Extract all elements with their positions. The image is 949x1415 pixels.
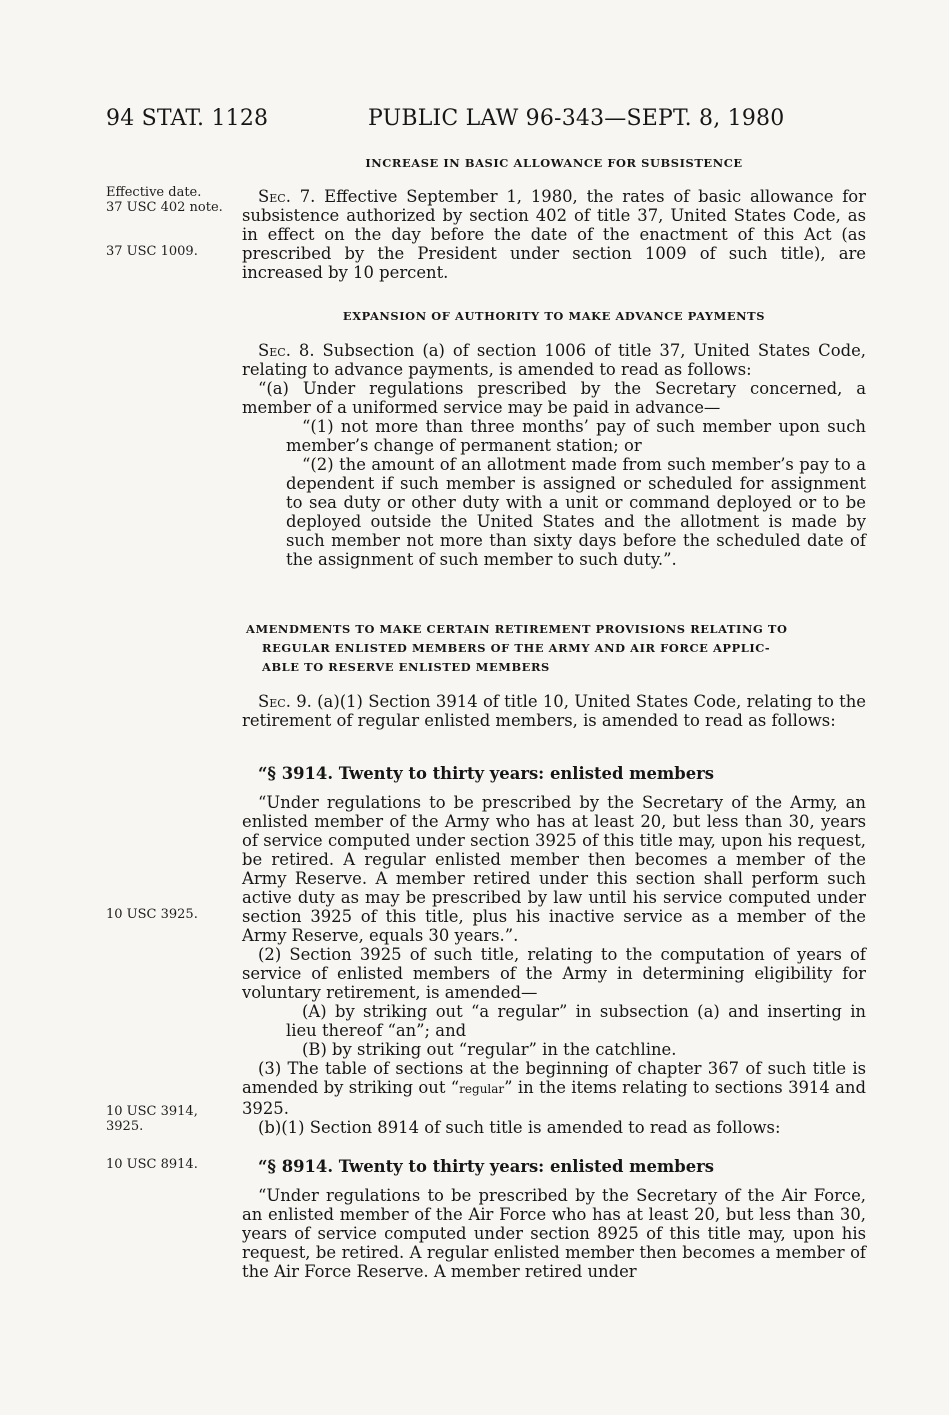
sec8-body: [242, 341, 866, 569]
margin-note-37-usc-402: 37 USC 402 note.: [106, 200, 223, 215]
sec8-heading: EXPANSION OF AUTHORITY TO MAKE ADVANCE PAYMENTS: [342, 309, 766, 323]
sec9-a2-A: (A) by striking out “a regular” in subsection (a) and inserting in lieu thereof “an”; and: [286, 1002, 866, 1040]
sec9-b1: (b)(1) Section 8914 of such title is amended to read as follows:: [258, 1118, 781, 1137]
section-3914-title: “§ 3914. Twenty to thirty years: enlisted members: [258, 764, 714, 783]
sec9-intro-body: [242, 692, 866, 730]
sec9-a2-B: (B) by striking out “regular” in the catchline.: [302, 1040, 677, 1059]
margin-note-10-usc-3914: 10 USC 3914,: [106, 1104, 198, 1119]
sec9-main-body: [242, 793, 866, 1137]
sec9-a3-post: ” in the items relating to sections 3914 and 3925.: [242, 1078, 866, 1118]
sec7-heading: INCREASE IN BASIC ALLOWANCE FOR SUBSISTENCE: [365, 156, 743, 170]
sec9-a3-pre: (3) The table of sections at the beginning of chapter 367 of such title is amended by striking out “: [242, 1059, 866, 1097]
sec8-para-1: “(1) not more than three months’ pay of such member upon such member’s change of permanent station; or: [286, 417, 866, 455]
sec8-subsection-a: “(a) Under regulations prescribed by the Secretary concerned, a member of a uniformed service may be paid in advance—: [242, 379, 866, 417]
sec9-heading-line-2: REGULAR ENLISTED MEMBERS OF THE ARMY AND AIR FORCE APPLIC-: [262, 641, 771, 655]
section-8914-title: “§ 8914. Twenty to thirty years: enlisted members: [258, 1157, 714, 1176]
public-law-header: PUBLIC LAW 96-343—SEPT. 8, 1980: [368, 106, 785, 131]
sec9-heading-line-3: ABLE TO RESERVE ENLISTED MEMBERS: [262, 660, 550, 674]
sec9-a3-word: regular: [459, 1082, 505, 1096]
sec8-para-2: “(2) the amount of an allotment made from such member’s pay to a dependent if such member is assigned or scheduled for assignment to sea duty or other duty with a unit or command deployed or to be deployed outside the United States and the allotment is made by such member not more than sixty days before the scheduled date of the assignment of such member to such duty.”.: [286, 455, 866, 569]
sec7-label: Sec: [258, 187, 286, 206]
margin-note-10-usc-8914: 10 USC 8914.: [106, 1157, 198, 1172]
sec8-text: . 8. Subsection (a) of section 1006 of title 37, United States Code, relating to advance payments, is amended to read as follows:: [242, 341, 866, 379]
sec9-a3: [242, 1059, 866, 1118]
section-8914-text: “Under regulations to be prescribed by the Secretary of the Air Force, an enlisted member of the Air Force who has at least 20, but less than 30, years of service computed under section 8925 of this title may, upon his request, be retired. A regular enlisted member then becomes a member of the Air Force Reserve. A member retired under: [242, 1186, 866, 1281]
sec9-label: Sec: [258, 692, 286, 711]
margin-note-10-usc-3925: 10 USC 3925.: [106, 907, 198, 922]
sec8-paragraph: [242, 341, 866, 379]
sec9-a2: (2) Section 3925 of such title, relating to the computation of years of service of enlisted members of the Army in determining eligibility for voluntary retirement, is amended—: [242, 945, 866, 1002]
section-3914-text: “Under regulations to be prescribed by the Secretary of the Army, an enlisted member of the Army who has at least 20, but less than 30, years of service computed under section 3925 of this title may, upon his request, be retired. A regular enlisted member then becomes a member of the Army Reserve. A member retired under this section shall perform such active duty as may be prescribed by law until his service computed under section 3925 of this title, plus his inactive service as a member of the Army Reserve, equals 30 years.”.: [242, 793, 866, 945]
margin-note-3925: 3925.: [106, 1119, 144, 1134]
margin-note-37-usc-1009: 37 USC 1009.: [106, 244, 198, 259]
sec7-body: [242, 187, 866, 282]
stat-page-number: 94 STAT. 1128: [106, 106, 269, 131]
sec7-paragraph: [242, 187, 866, 282]
sec9-intro-text: . 9. (a)(1) Section 3914 of title 10, United States Code, relating to the retirement of regular enlisted members, is amended to read as follows:: [242, 692, 866, 730]
margin-note-effective-date: Effective date.: [106, 185, 202, 200]
sec7-text: . 7. Effective September 1, 1980, the rates of basic allowance for subsistence authorized by section 402 of title 37, United States Code, as in effect on the day before the date of the enactment of this Act (as prescribed by the President under section 1009 of such title), are increased by 10 percent.: [242, 187, 866, 282]
sec9-intro: [242, 692, 866, 730]
sec9-8914-body: [242, 1186, 866, 1281]
sec9-heading-line-1: AMENDMENTS TO MAKE CERTAIN RETIREMENT PROVISIONS RELATING TO: [246, 622, 788, 636]
sec8-label: Sec: [258, 341, 286, 360]
